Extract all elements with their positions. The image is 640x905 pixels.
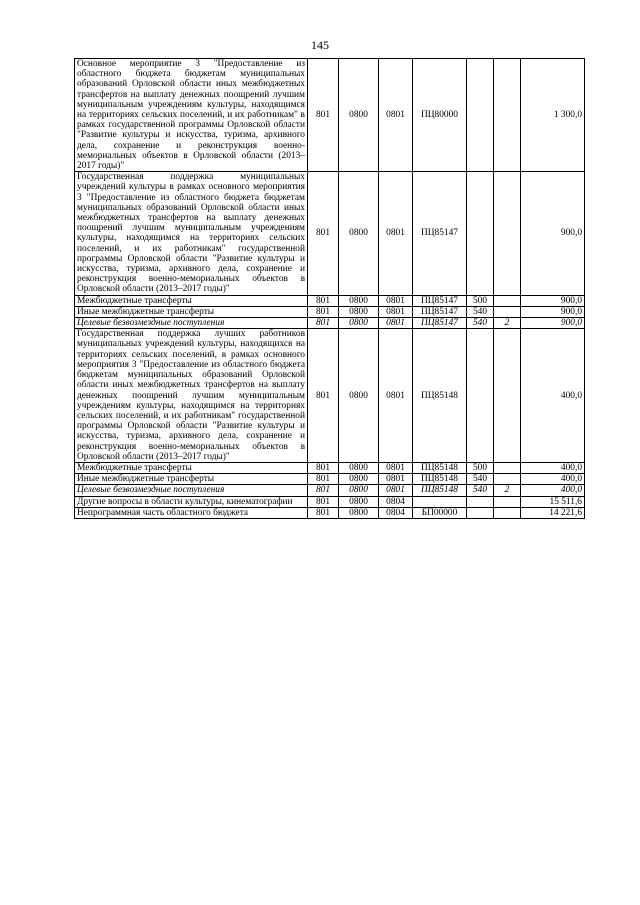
kvd-cell: 2 — [494, 485, 521, 496]
rz-cell: 0800 — [339, 329, 379, 463]
sum-cell: 900,0 — [521, 172, 585, 295]
rz-cell: 0800 — [339, 462, 379, 473]
grbs-cell: 801 — [308, 329, 339, 463]
table-row — [75, 172, 585, 295]
sum-cell: 900,0 — [521, 295, 585, 306]
table-row — [75, 496, 585, 507]
vr-cell — [467, 172, 494, 295]
sum-cell: 400,0 — [521, 462, 585, 473]
grbs-cell: 801 — [308, 474, 339, 485]
vr-cell: 540 — [467, 306, 494, 317]
prz-cell: 0801 — [379, 462, 413, 473]
row-name: Государственная поддержка лучших работников муниципальных учреждений культуры, находящихся на территориях сельских поселений, в рамках основного мероприятия 3 "Предоставление из областного бюджета бюджетам муниципальных образований Орловской области иных межбюджетных трансфертов на выплату денежных поощрений лучшим муниципальным учреждениям культуры, находящимся на территориях сельских поселений, и их работникам" государственной программы Орловской области "Развитие культуры и искусства, туризма, архивного дела, сохранение и реконструкция военно-мемориальных объектов в Орловской области (2013–2017 годы)" — [75, 329, 308, 463]
row-name: Иные межбюджетные трансферты — [75, 306, 308, 317]
vr-cell: 540 — [467, 485, 494, 496]
csr-cell: ПЦ85147 — [413, 295, 467, 306]
sum-cell: 400,0 — [521, 329, 585, 463]
prz-cell: 0801 — [379, 172, 413, 295]
sum-cell: 14 221,6 — [521, 507, 585, 518]
table-row — [75, 306, 585, 317]
row-name: Основное мероприятие 3 "Предоставление из областного бюджета бюджетам муниципальных образований Орловской области иных межбюджетных трансфертов на выплату денежных поощрений лучшим муниципальным учреждениям культуры, находящимся на территориях сельских поселений, и их работникам" в рамках государственной программы Орловской области "Развитие культуры и искусства, туризма, архивного дела, сохранение и реконструкция военно-мемориальных объектов в Орловской области (2013–2017 годы)" — [75, 59, 308, 172]
rz-cell: 0800 — [339, 318, 379, 329]
table-row — [75, 462, 585, 473]
table-row — [75, 318, 585, 329]
grbs-cell: 801 — [308, 318, 339, 329]
rz-cell: 0800 — [339, 172, 379, 295]
row-name: Целевые безвозмездные поступления — [75, 485, 308, 496]
rz-cell: 0800 — [339, 485, 379, 496]
prz-cell: 0801 — [379, 59, 413, 172]
grbs-cell: 801 — [308, 172, 339, 295]
row-name: Межбюджетные трансферты — [75, 462, 308, 473]
table-row — [75, 485, 585, 496]
vr-cell — [467, 507, 494, 518]
prz-cell: 0801 — [379, 485, 413, 496]
grbs-cell: 801 — [308, 485, 339, 496]
csr-cell: ПЦ85147 — [413, 306, 467, 317]
sum-cell: 900,0 — [521, 318, 585, 329]
budget-table — [74, 58, 585, 519]
table-row — [75, 474, 585, 485]
kvd-cell — [494, 496, 521, 507]
csr-cell: ПЦ85147 — [413, 318, 467, 329]
page-number: 145 — [311, 38, 329, 52]
prz-cell: 0804 — [379, 507, 413, 518]
csr-cell: ПЦ85148 — [413, 329, 467, 463]
kvd-cell — [494, 59, 521, 172]
prz-cell: 0801 — [379, 474, 413, 485]
prz-cell: 0801 — [379, 329, 413, 463]
grbs-cell: 801 — [308, 462, 339, 473]
vr-cell: 500 — [467, 462, 494, 473]
kvd-cell — [494, 329, 521, 463]
rz-cell: 0800 — [339, 59, 379, 172]
rz-cell: 0800 — [339, 496, 379, 507]
vr-cell — [467, 329, 494, 463]
grbs-cell: 801 — [308, 507, 339, 518]
kvd-cell — [494, 474, 521, 485]
kvd-cell: 2 — [494, 318, 521, 329]
vr-cell: 540 — [467, 318, 494, 329]
csr-cell — [413, 496, 467, 507]
csr-cell: ПЦ85148 — [413, 462, 467, 473]
vr-cell: 540 — [467, 474, 494, 485]
grbs-cell: 801 — [308, 59, 339, 172]
rz-cell: 0800 — [339, 474, 379, 485]
row-name: Другие вопросы в области культуры, кинематографии — [75, 496, 308, 507]
kvd-cell — [494, 306, 521, 317]
sum-cell: 15 511,6 — [521, 496, 585, 507]
csr-cell: ПЦ80000 — [413, 59, 467, 172]
table-row — [75, 329, 585, 463]
prz-cell: 0801 — [379, 318, 413, 329]
sum-cell: 900,0 — [521, 306, 585, 317]
rz-cell: 0800 — [339, 507, 379, 518]
table-row — [75, 295, 585, 306]
row-name: Иные межбюджетные трансферты — [75, 474, 308, 485]
kvd-cell — [494, 295, 521, 306]
kvd-cell — [494, 172, 521, 295]
csr-cell: ПЦ85148 — [413, 485, 467, 496]
csr-cell: ПЦ85148 — [413, 474, 467, 485]
vr-cell — [467, 496, 494, 507]
sum-cell: 400,0 — [521, 474, 585, 485]
csr-cell: ПЦ85147 — [413, 172, 467, 295]
row-name: Целевые безвозмездные поступления — [75, 318, 308, 329]
row-name: Межбюджетные трансферты — [75, 295, 308, 306]
sum-cell: 1 300,0 — [521, 59, 585, 172]
row-name: Непрограммная часть областного бюджета — [75, 507, 308, 518]
sum-cell: 400,0 — [521, 485, 585, 496]
rz-cell: 0800 — [339, 306, 379, 317]
vr-cell — [467, 59, 494, 172]
kvd-cell — [494, 507, 521, 518]
prz-cell: 0801 — [379, 306, 413, 317]
csr-cell: БП00000 — [413, 507, 467, 518]
kvd-cell — [494, 462, 521, 473]
prz-cell: 0804 — [379, 496, 413, 507]
rz-cell: 0800 — [339, 295, 379, 306]
table-row — [75, 507, 585, 518]
vr-cell: 500 — [467, 295, 494, 306]
grbs-cell: 801 — [308, 496, 339, 507]
table-row — [75, 59, 585, 172]
row-name: Государственная поддержка муниципальных учреждений культуры в рамках основного мероприятия 3 "Предоставление из областного бюджета бюджетам муниципальных образований Орловской области иных межбюджетных трансфертов на выплату денежных поощрений лучшим муниципальным учреждениям культуры, находящимся на территориях сельских поселений, и их работникам" государственной программы Орловской области "Развитие культуры и искусства, туризма, архивного дела, сохранение и реконструкция военно-мемориальных объектов в Орловской области (2013–2017 годы)" — [75, 172, 308, 295]
grbs-cell: 801 — [308, 306, 339, 317]
prz-cell: 0801 — [379, 295, 413, 306]
grbs-cell: 801 — [308, 295, 339, 306]
